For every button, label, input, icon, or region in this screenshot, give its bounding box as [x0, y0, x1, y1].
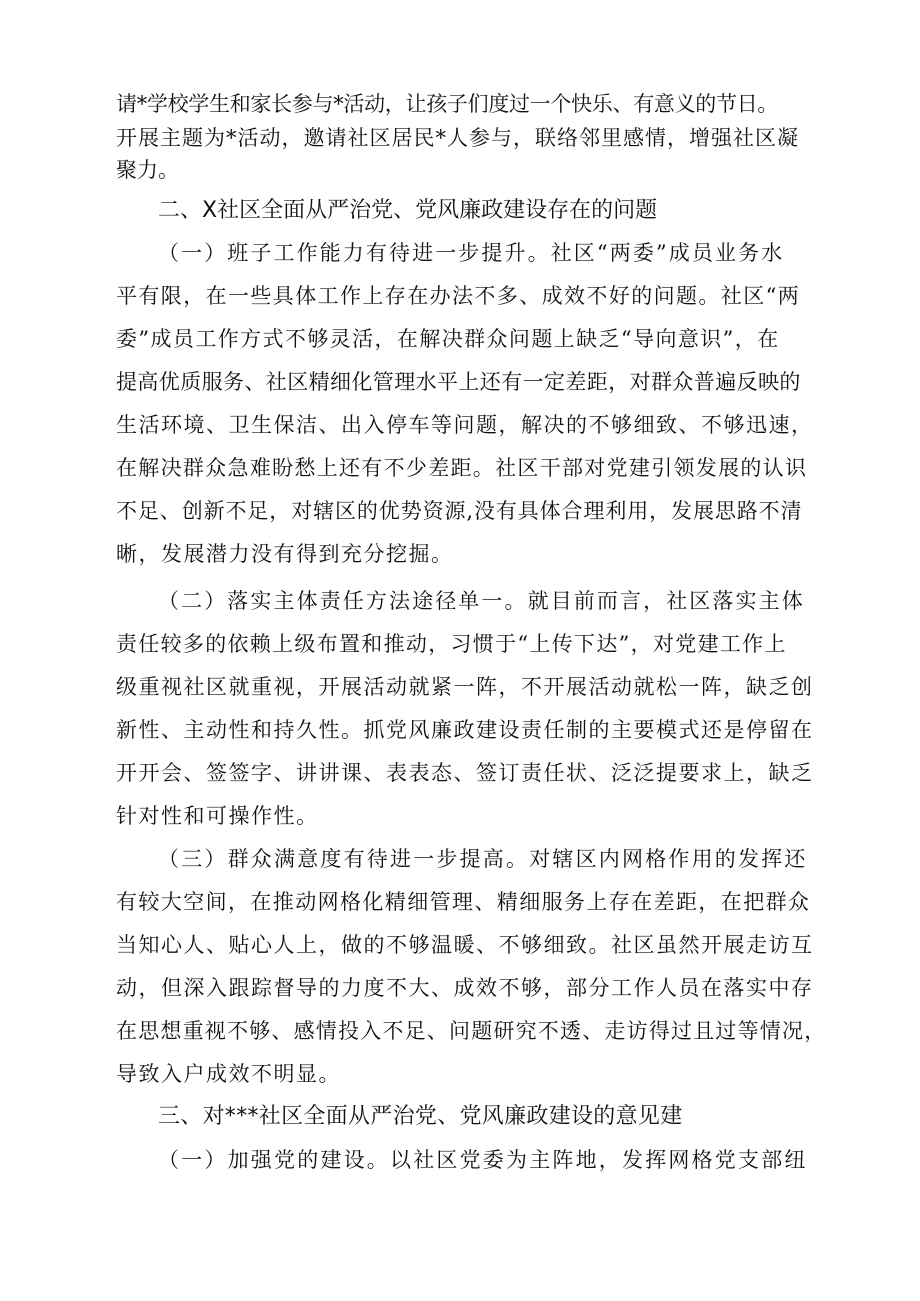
- s3-p1-line-1: （一）加强党的建设。以社区党委为主阵地，发挥网格党支部纽: [158, 1148, 808, 1172]
- s2-p1-line-4: 提高优质服务、社区精细化管理水平上还有一定差距，对群众普遍反映的: [116, 370, 801, 394]
- s2-p1-line-6: 在解决群众急难盼愁上还有不少差距。社区干部对党建引领发展的认识: [116, 456, 808, 480]
- s2-p2-line-2: 责任较多的依赖上级布置和推动，习惯于“上传下达”，对党建工作上: [116, 632, 787, 656]
- s2-p3-line-5: 在思想重视不够、感情投入不足、问题研究不透、走访得过且过等情况，: [116, 1019, 827, 1043]
- s2-p3-line-4: 动，但深入跟踪督导的力度不大、成效不够，部分工作人员在落实中存: [116, 976, 814, 1000]
- intro-line-2: 开展主题为*活动，邀请社区居民*人参与，联络邻里感情，增强社区凝: [116, 126, 799, 150]
- s2-p2-line-6: 针对性和可操作性。: [116, 804, 319, 828]
- intro-line-3: 聚力。: [116, 158, 179, 182]
- s2-p2-line-3: 级重视社区就重视，开展活动就紧一阵，不开展活动就松一阵，缺乏创: [116, 675, 814, 699]
- s2-p3-line-2: 有较大空间，在推动网格化精细管理、精细服务上存在差距，在把群众: [116, 890, 811, 914]
- section-2-heading: 二、X社区全面从严治党、党风廉政建设存在的问题: [158, 198, 658, 223]
- section-3-heading: 三、对***社区全面从严治党、党风廉政建设的意见建: [158, 1104, 683, 1129]
- s2-p1-line-5: 生活环境、卫生保洁、出入停车等问题，解决的不够细致、不够迅速，: [116, 413, 814, 437]
- s2-p3-line-6: 导致入户成效不明显。: [116, 1062, 341, 1086]
- s2-p1-line-3: 委”成员工作方式不够灵活，在解决群众问题上缺乏“导向意识”，在: [116, 327, 780, 351]
- intro-line-1: 请*学校学生和家长参与*活动，让孩子们度过一个快乐、有意义的节日。: [116, 92, 779, 116]
- s2-p3-line-3: 当知心人、贴心人上，做的不够温暖、不够细致。社区虽然开展走访互: [116, 933, 814, 957]
- s2-p2-line-5: 开开会、签签字、讲讲课、表表态、签订责任状、泛泛提要求上，缺乏: [116, 761, 814, 785]
- s2-p1-line-1: （一）班子工作能力有待进一步提升。社区“两委”成员业务水: [158, 241, 785, 265]
- s2-p2-line-1: （二）落实主体责任方法途径单一。就目前而言，社区落实主体: [158, 589, 805, 613]
- s2-p1-line-7: 不足、创新不足，对辖区的优势资源,没有具体合理利用，发展思路不清: [116, 499, 803, 523]
- s2-p3-line-1: （三）群众满意度有待进一步提高。对辖区内网格作用的发挥还: [158, 847, 808, 871]
- s2-p1-line-2: 平有限，在一些具体工作上存在办法不多、成效不好的问题。社区“两: [116, 284, 801, 308]
- s2-p1-line-8: 晰，发展潜力没有得到充分挖掘。: [116, 542, 454, 566]
- s2-p2-line-4: 新性、主动性和持久性。抓党风廉政建设责任制的主要模式还是停留在: [116, 718, 814, 742]
